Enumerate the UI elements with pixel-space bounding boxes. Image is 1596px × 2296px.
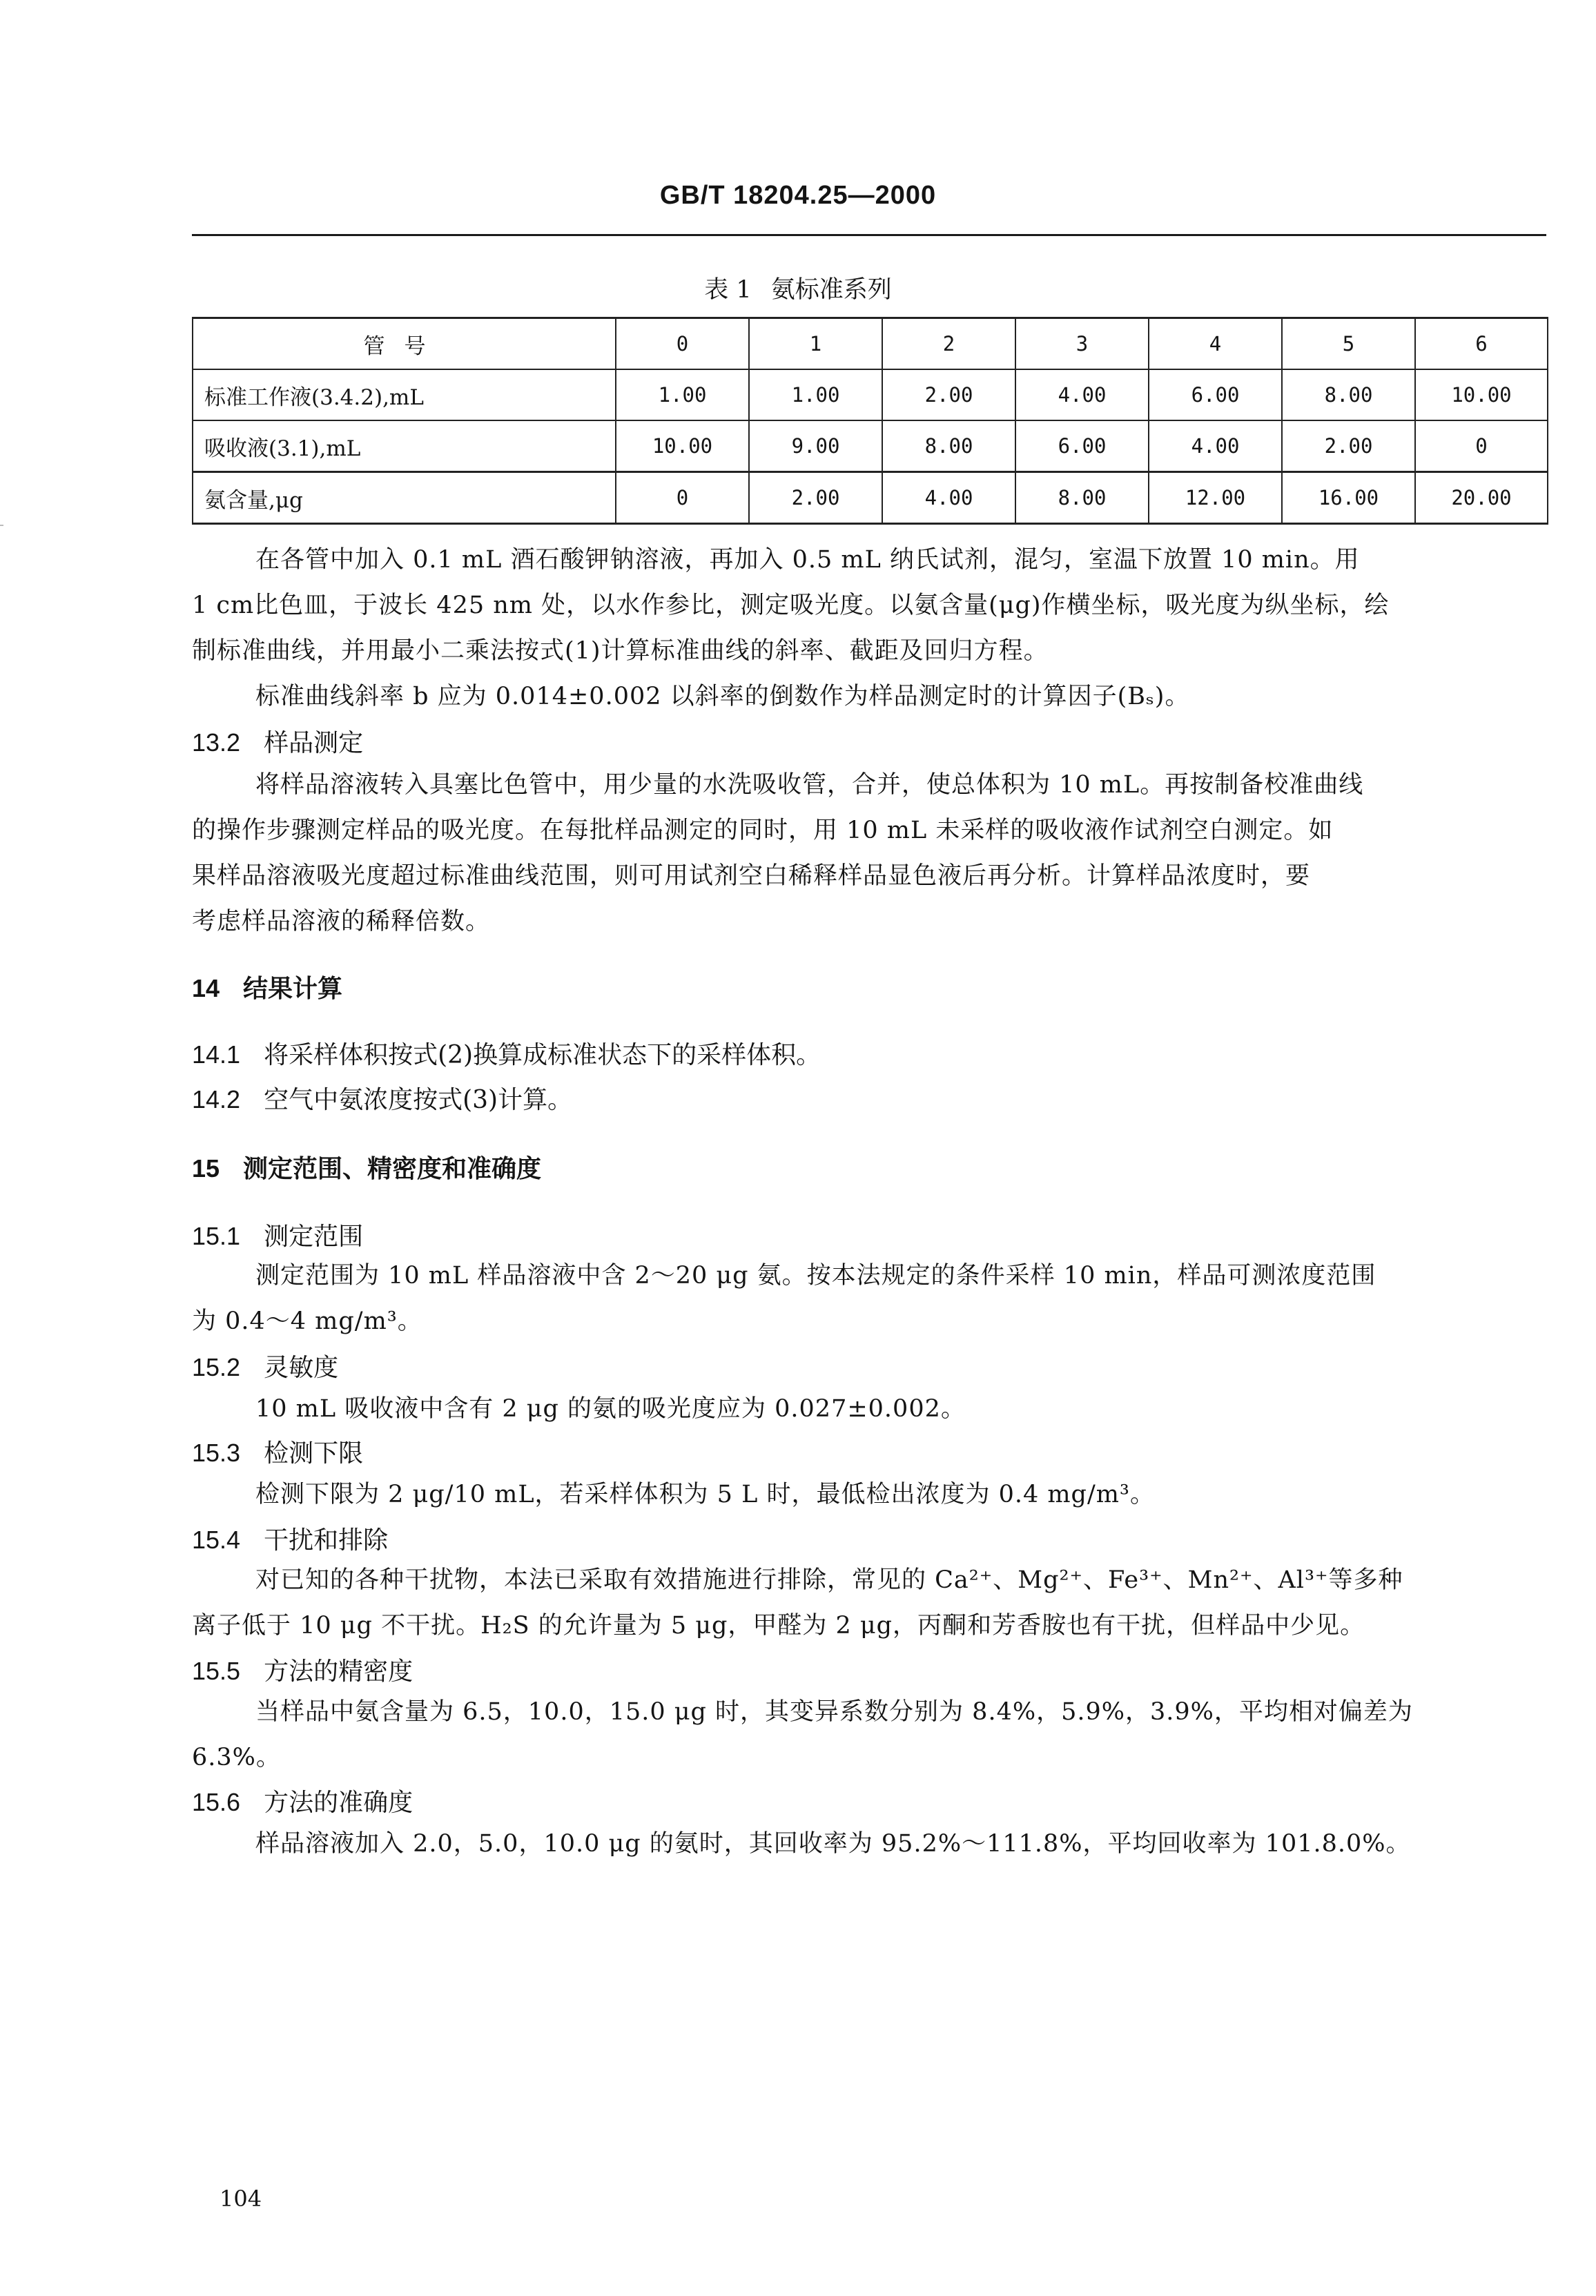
page-number: 104 — [220, 2186, 262, 2212]
header-rule — [192, 234, 1546, 236]
text-line: 当样品中氨含量为 6.5，10.0，15.0 μg 时，其变异系数分别为 8.4%，5.9%，3.9%，平均相对偏差为 — [255, 1698, 1413, 1726]
table-cell: 9.00 — [749, 420, 882, 472]
section-text: 空气中氨浓度按式(3)计算。 — [264, 1086, 573, 1114]
paragraph-sensitivity — [192, 1386, 1546, 1432]
header-cell: 1 — [749, 318, 882, 370]
table-cell: 12.00 — [1149, 472, 1282, 524]
paragraph-interference — [192, 1557, 1546, 1648]
section-title: 干扰和排除 — [264, 1526, 389, 1555]
section-13-2-heading — [192, 723, 363, 759]
section-text: 将采样体积按式(2)换算成标准状态下的采样体积。 — [264, 1041, 821, 1069]
text-line: 6.3%。 — [192, 1744, 281, 1771]
section-title: 样品测定 — [264, 729, 364, 757]
page-header: GB/T 18204.25—2000 — [659, 181, 937, 210]
section-number: 14 — [192, 974, 220, 1002]
text-line: 的操作步骤测定样品的吸光度。在每批样品测定的同时，用 10 mL 未采样的吸收液作试剂空白测定。如 — [192, 817, 1334, 844]
section-number: 15.6 — [192, 1788, 241, 1816]
table-cell: 8.00 — [1282, 369, 1415, 420]
table-cell: 2.00 — [882, 369, 1015, 420]
section-15-6-heading — [192, 1783, 413, 1818]
table-cell: 10.00 — [616, 420, 749, 472]
section-number: 14.2 — [192, 1085, 241, 1113]
section-title: 检测下限 — [264, 1439, 364, 1468]
paragraph-sample-measurement — [192, 762, 1546, 944]
ammonia-standard-table — [192, 317, 1548, 525]
table-cell: 0 — [1415, 420, 1548, 472]
paragraph-precision — [192, 1689, 1546, 1780]
table-cell: 4.00 — [1015, 369, 1149, 420]
table-cell: 0 — [616, 472, 749, 524]
text-line: 测定范围为 10 mL 样品溶液中含 2～20 μg 氨。按本法规定的条件采样 10 min，样品可测浓度范围 — [255, 1262, 1376, 1290]
table-row — [193, 472, 1548, 524]
text-line: 考虑样品溶液的稀释倍数。 — [192, 908, 491, 935]
text-line: 离子低于 10 μg 不干扰。H₂S 的允许量为 5 μg，甲醛为 2 μg，丙酮和芳香胺也有干扰，但样品中少见。 — [192, 1612, 1365, 1640]
table-cell: 10.00 — [1415, 369, 1548, 420]
table-cell: 8.00 — [1015, 472, 1149, 524]
header-cell: 管号 — [193, 318, 616, 370]
section-number: 13.2 — [192, 728, 241, 757]
section-15-1-heading — [192, 1217, 363, 1252]
text-line: 对已知的各种干扰物，本法已采取有效措施进行排除，常见的 Ca²⁺、Mg²⁺、Fe³⁺、Mn²⁺、Al³⁺等多种 — [255, 1566, 1403, 1594]
table-row — [193, 369, 1548, 420]
section-14-1 — [192, 1035, 821, 1071]
section-number: 15.5 — [192, 1657, 241, 1685]
section-title: 测定范围 — [264, 1223, 364, 1251]
text-line: 10 mL 吸收液中含有 2 μg 的氨的吸光度应为 0.027±0.002。 — [255, 1395, 966, 1423]
section-title: 方法的准确度 — [264, 1789, 413, 1817]
table-cell: 2.00 — [1282, 420, 1415, 472]
table-cell: 1.00 — [616, 369, 749, 420]
table-cell: 6.00 — [1015, 420, 1149, 472]
table-row — [193, 420, 1548, 472]
paragraph-accuracy — [192, 1821, 1546, 1867]
section-number: 14.1 — [192, 1040, 241, 1069]
header-cell: 3 — [1015, 318, 1149, 370]
table-cell: 4.00 — [882, 472, 1015, 524]
table-cell: 2.00 — [749, 472, 882, 524]
section-15-5-heading — [192, 1652, 413, 1687]
header-cell: 5 — [1282, 318, 1415, 370]
section-title: 结果计算 — [243, 974, 343, 1003]
section-number: 15.4 — [192, 1526, 241, 1554]
section-14-2 — [192, 1080, 572, 1116]
row-label: 吸收液(3.1),mL — [193, 420, 616, 472]
header-cell: 4 — [1149, 318, 1282, 370]
section-15-3-heading — [192, 1434, 363, 1469]
table-cell: 4.00 — [1149, 420, 1282, 472]
scan-mark — [0, 525, 3, 526]
section-title: 测定范围、精密度和准确度 — [243, 1154, 542, 1183]
text-line: 检测下限为 2 μg/10 mL，若采样体积为 5 L 时，最低检出浓度为 0.4 mg/m³。 — [255, 1481, 1155, 1508]
text-line: 样品溶液加入 2.0，5.0，10.0 μg 的氨时，其回收率为 95.2%～111.8%，平均回收率为 101.8.0%。 — [255, 1830, 1411, 1858]
section-number: 15.3 — [192, 1439, 241, 1467]
section-number: 15 — [192, 1154, 220, 1183]
text-line: 为 0.4～4 mg/m³。 — [192, 1307, 422, 1335]
row-label: 氨含量,μg — [193, 472, 616, 524]
row-label: 标准工作液(3.4.2),mL — [193, 369, 616, 420]
section-number: 15.2 — [192, 1353, 241, 1381]
table-caption — [0, 271, 1596, 305]
section-15-heading — [192, 1149, 541, 1185]
table-header-row — [193, 318, 1548, 370]
table-cell: 16.00 — [1282, 472, 1415, 524]
section-title: 方法的精密度 — [264, 1657, 413, 1686]
header-cell: 0 — [616, 318, 749, 370]
table-number: 表 1 — [704, 276, 752, 304]
text-line: 果样品溶液吸光度超过标准曲线范围，则可用试剂空白稀释样品显色液后再分析。计算样品浓度时，要 — [192, 862, 1311, 890]
paragraph-measurement-range — [192, 1253, 1546, 1344]
table-cell: 20.00 — [1415, 472, 1548, 524]
section-15-4-heading — [192, 1521, 388, 1556]
section-15-2-heading — [192, 1348, 338, 1383]
paragraph-detection-limit — [192, 1472, 1546, 1517]
text-line: 1 cm比色皿，于波长 425 nm 处，以水作参比，测定吸光度。以氨含量(μg)作横坐标，吸光度为纵坐标，绘 — [192, 592, 1390, 619]
text-line: 在各管中加入 0.1 mL 酒石酸钾钠溶液，再加入 0.5 mL 纳氏试剂，混匀，室温下放置 10 min。用 — [255, 546, 1360, 574]
table-title: 氨标准系列 — [770, 276, 892, 304]
header-cell: 6 — [1415, 318, 1548, 370]
text-line: 制标准曲线，并用最小二乘法按式(1)计算标准曲线的斜率、截距及回归方程。 — [192, 637, 1049, 665]
table-cell: 8.00 — [882, 420, 1015, 472]
table-cell: 6.00 — [1149, 369, 1282, 420]
text-line: 将样品溶液转入具塞比色管中，用少量的水洗吸收管，合并，使总体积为 10 mL。再按制备校准曲线 — [255, 771, 1364, 799]
text-line: 标准曲线斜率 b 应为 0.014±0.002 以斜率的倒数作为样品测定时的计算因子(Bₛ)。 — [255, 683, 1190, 710]
table-cell: 1.00 — [749, 369, 882, 420]
section-title: 灵敏度 — [264, 1354, 339, 1382]
paragraph-color-development — [192, 537, 1546, 719]
section-14-heading — [192, 969, 342, 1004]
header-cell: 2 — [882, 318, 1015, 370]
section-number: 15.1 — [192, 1222, 241, 1250]
